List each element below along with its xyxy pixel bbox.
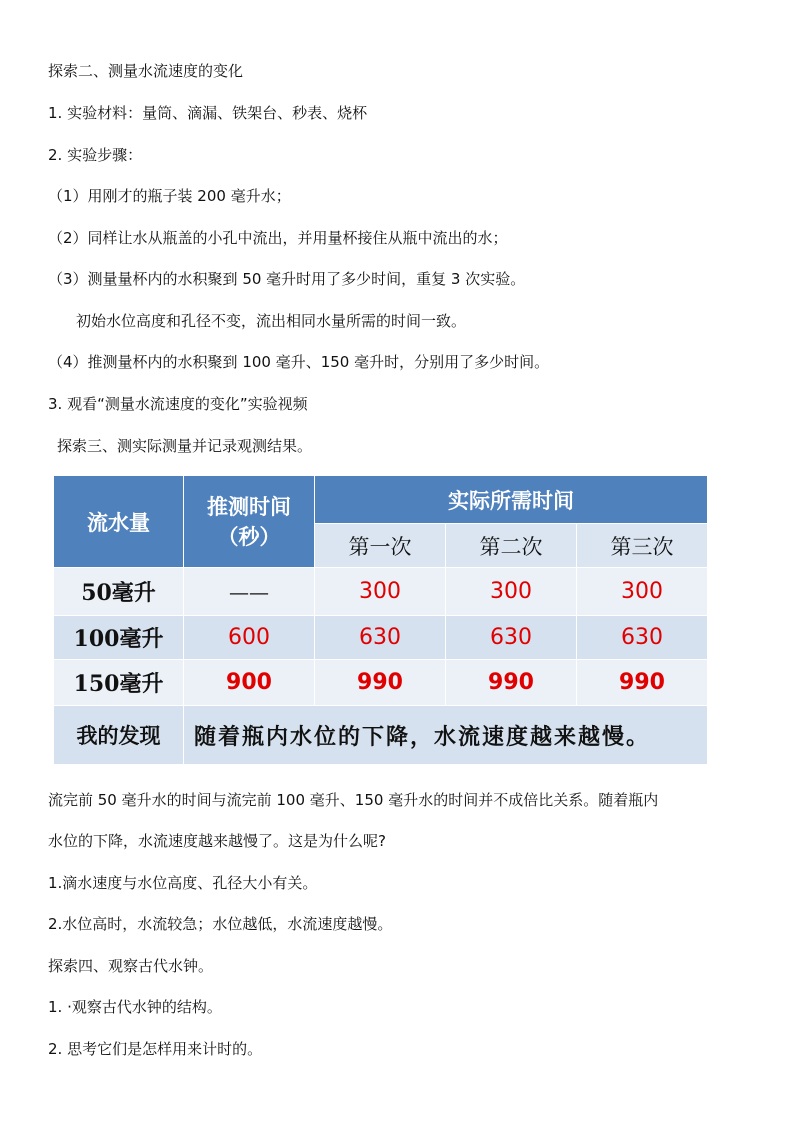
header-estimated-time-label: 推测时间（秒） bbox=[207, 493, 291, 549]
observe-item: 1. ·观察古代水钟的结构。 bbox=[48, 998, 222, 1016]
trial-cell: 630 bbox=[446, 616, 577, 660]
estimate-cell: 900 bbox=[184, 660, 315, 706]
header-trial-3: 第三次 bbox=[577, 524, 708, 568]
trial-cell: 300 bbox=[315, 568, 446, 616]
trial-cell: 990 bbox=[577, 660, 708, 706]
table-row bbox=[54, 660, 708, 706]
reason-1: 1.滴水速度与水位高度、孔径大小有关。 bbox=[48, 874, 318, 892]
video-item: 3. 观看“测量水流速度的变化”实验视频 bbox=[48, 395, 308, 413]
step-1: （1）用刚才的瓶子装 200 毫升水； bbox=[48, 187, 291, 205]
header-actual-time: 实际所需时间 bbox=[315, 476, 708, 524]
trial-cell: 990 bbox=[315, 660, 446, 706]
table-row bbox=[54, 568, 708, 616]
materials-item: 1. 实验材料：量筒、滴漏、铁架台、秒表、烧杯 bbox=[48, 104, 368, 122]
trial-cell: 630 bbox=[577, 616, 708, 660]
think-item: 2. 思考它们是怎样用来计时的。 bbox=[48, 1040, 263, 1058]
header-trial-2: 第二次 bbox=[446, 524, 577, 568]
trial-cell: 300 bbox=[446, 568, 577, 616]
section-2-title: 探索二、测量水流速度的变化 bbox=[48, 62, 244, 80]
analysis-paragraph-line-1: 流完前 50 毫升水的时间与流完前 100 毫升、150 毫升水的时间并不成倍比关系。随着瓶内 bbox=[48, 791, 659, 809]
table-row bbox=[54, 616, 708, 660]
step-4: （4）推测量杯内的水积聚到 100 毫升、150 毫升时，分别用了多少时间。 bbox=[48, 353, 550, 371]
row-label: 150毫升 bbox=[54, 660, 184, 706]
reason-2: 2.水位高时，水流较急；水位越低，水流速度越慢。 bbox=[48, 915, 393, 933]
row-label: 50毫升 bbox=[54, 568, 184, 616]
trial-cell: 630 bbox=[315, 616, 446, 660]
estimate-cell: 600 bbox=[184, 616, 315, 660]
analysis-paragraph-line-2: 水位的下降，水流速度越来越慢了。这是为什么呢? bbox=[48, 832, 386, 850]
estimate-cell: —— bbox=[184, 568, 315, 616]
step-2: （2）同样让水从瓶盖的小孔中流出，并用量杯接住从瓶中流出的水； bbox=[48, 229, 508, 247]
steps-heading: 2. 实验步骤： bbox=[48, 146, 143, 164]
trial-cell: 990 bbox=[446, 660, 577, 706]
trial-cell: 300 bbox=[577, 568, 708, 616]
finding-label: 我的发现 bbox=[54, 706, 184, 765]
row-label: 100毫升 bbox=[54, 616, 184, 660]
step-3-note: 初始水位高度和孔径不变，流出相同水量所需的时间一致。 bbox=[76, 312, 467, 330]
header-estimated-time bbox=[184, 476, 315, 568]
header-flow-volume: 流水量 bbox=[54, 476, 184, 568]
header-trial-1: 第一次 bbox=[315, 524, 446, 568]
finding-text: 随着瓶内水位的下降，水流速度越来越慢。 bbox=[184, 706, 708, 765]
finding-row bbox=[54, 706, 708, 765]
section-4-title: 探索四、观察古代水钟。 bbox=[48, 957, 214, 975]
step-3: （3）测量量杯内的水积聚到 50 毫升时用了多少时间，重复 3 次实验。 bbox=[48, 270, 526, 288]
section-3-title: 探索三、测实际测量并记录观测结果。 bbox=[57, 437, 313, 455]
results-table bbox=[53, 475, 707, 766]
